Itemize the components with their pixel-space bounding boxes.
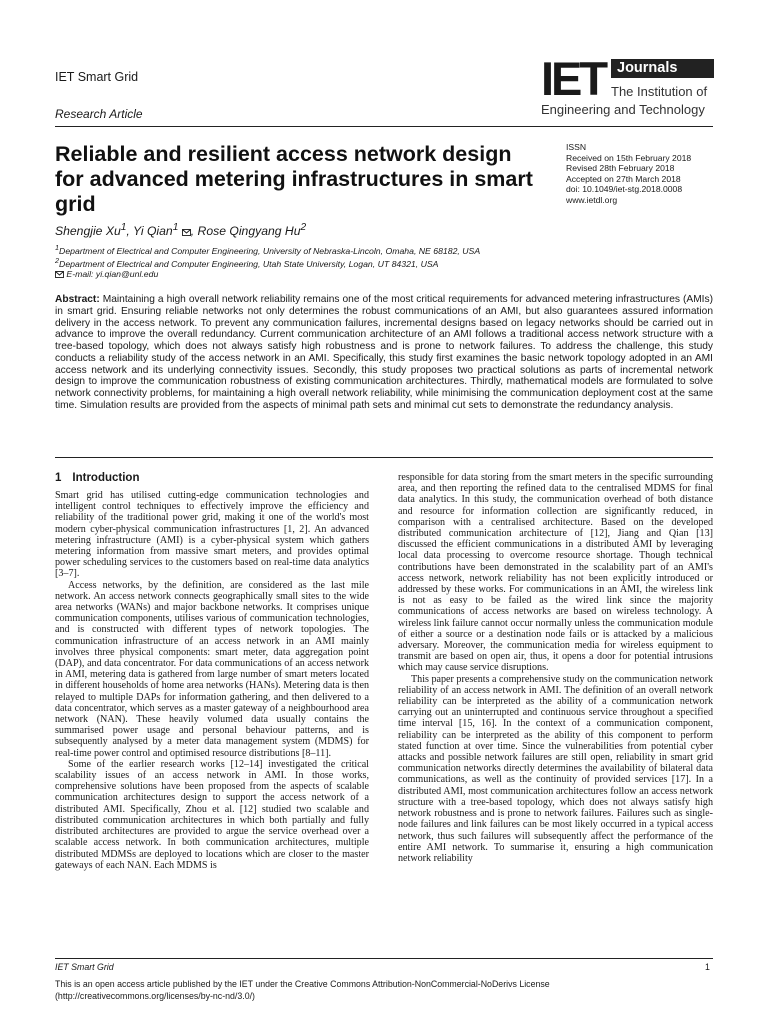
footer-divider	[55, 958, 713, 959]
body-paragraph: responsible for data storing from the smart meters in the specific surrounding area, and then reporting the refined data to the centralised MDMS for final data analytics. In this study, the communication overhead of both distance and resource for information collection are significantly reduced, in comparison with a centralised architecture. Based on the developed distributed communication architecture of [12], Jiang and Qian [13] discussed the efficient communications in a distributed AMI by leveraging local data processing to overcome resource shortage. Though technical contributions have been demonstrated in the scalability part of an AMI's access network, network reliability has not been explicitly introduced or addressed by these works. For communications in an AMI, the wireless link is not as easy to be failed as the wired link since the majority communications of access networks are based on wireless technology. A wireless link failure cannot occur normally unless the communication module of either a source or a destination node fails or is attacked by a malicious adversary. Moreover, the communication media for wireless equipment to transmit are based on open air, thus, it opens a door for potential intrusions which may cause service disruptions.	[398, 472, 713, 674]
license-notice	[55, 978, 705, 1002]
body-column-right	[398, 472, 713, 955]
meta-accepted: Accepted on 27th March 2018	[566, 173, 681, 184]
section-heading	[55, 472, 139, 484]
page-number: 1	[705, 962, 710, 972]
affiliation-text: Department of Electrical and Computer Engineering, University of Nebraska-Lincoln, Omaha, NE 68182, USA	[59, 245, 481, 256]
meta-issn: ISSN	[566, 142, 587, 152]
footer-journal-name: IET Smart Grid	[55, 962, 114, 972]
abstract-text: Maintaining a high overall network reliability remains one of the most critical requirements for advanced metering infrastructures (AMIs) in smart grid. Ensuring reliable networks not only determines the robust communications of an AMI, but also guarantees assured information delivery in the access network. To prevent any communication failures, incremental designs based on legacy networks should be carried out in advance to improve the overall redundancy. Current communication architecture of an AMI follows a traditional access network structure with a tree-based topology, which does not always satisfy high robustness and is prone to network failures. To address the challenge, this study conducts a reliability study of the access network in an AMI. Specifically, this study first examines the basic network topology adopted in an AMI access network and its underlying connectivity issues. Secondly, this study proposes two practical solutions as parts of incremental network design to improve the communication robustness of existing communication architectures. Thirdly, mathematical models are formulated to solve network connectivity problems, for maintaining a high overall network reliability, while minimising the communication deployment cost at the same time. Simulation results are provided from the aspects of minimal path sets and minimal cut sets to demonstrate the redundancy analysis.	[55, 294, 713, 411]
article-type: Research Article	[55, 107, 143, 121]
author-name: Shengjie Xu	[55, 224, 121, 239]
section-number: 1	[55, 472, 62, 484]
body-paragraph: Smart grid has utilised cutting-edge communication technologies and intelligent control techniques to effectively improve the efficiency and reliability of the traditional power grid, making it one of the world's most modern cyber-physical communication infrastructures [1, 2]. An advanced metering infrastructure (AMI) is a cyber-physical system which gathers metering information from massive smart meters, and provides optimal power scheduling services to the customers based on real-time data analytics [3–7].	[55, 490, 369, 580]
email-text[interactable]: E-mail: yi.qian@unl.edu	[66, 269, 159, 279]
affiliation-text: Department of Electrical and Computer Engineering, Utah State University, Logan, UT 84321, USA	[59, 258, 439, 269]
institution-name-line2: Engineering and Technology	[541, 102, 705, 117]
meta-revised: Revised 28th February 2018	[566, 163, 675, 174]
author-list: Shengjie Xu$^1$, Yi Qian$^1$ , Rose Qingyang Hu$^2$	[55, 222, 307, 239]
author-affiliation-mark: 1	[120, 222, 127, 233]
author-affiliation-mark: 2	[300, 222, 307, 233]
affiliation-mark: 2	[55, 256, 60, 265]
body-paragraph: Access networks, by the definition, are considered as the last mile network. An access network connects geographically small sites to the wide area networks (WANs) and major backbone networks. It comprises unique communication components, utilises various of communication technologies, and is constructed with different types of network topologies. The communication infrastructure of an access network in an AMI mainly involves three physical components: smart meter, data aggregation point (DAP), and data concentrator. For data communications of an access network in AMI, metering data is gathered from large number of smart meters located in different households of home area networks (HANs). Metering data is then relayed to multiple DAPs for information gathering, and then delivered to a data concentrator, which serves as a master gateway of a neighbourhood area network (NAN). These heavily volumed data usually contains the summarised power usage and personal behaviour patterns, and is subsequently analysed by a meter data management system (MDMS) for real-time power control and optimised resource distributions [8–11].	[55, 579, 369, 759]
body-paragraph: Some of the earlier research works [12–14] investigated the critical scalability issues of an access network in AMI. In those works, comprehensive solutions have been proposed from the aspects of scalable communication architectures design to support the access network of a distributed AMI. Specifically, Zhou et al. [12] studied two scalable and distributed communication architectures in which both partially and fully distributed architectures are provided to argue the service overhead over a scalable access network. In both communication architectures, multiple distributed MDMSs are deployed to locations which are closer to the master gateways of each NAN. Each MDMS is	[55, 758, 369, 871]
author-name: Rose Qingyang Hu	[197, 224, 301, 239]
journals-band: Journals	[611, 59, 714, 78]
corresponding-email	[55, 269, 158, 279]
abstract	[55, 294, 713, 412]
author-affiliation-mark: 1	[172, 222, 179, 233]
affiliation-2	[55, 256, 438, 269]
institution-name-line1: The Institution of	[611, 84, 708, 99]
iet-journals-logo	[541, 52, 716, 120]
affiliation-1	[55, 243, 480, 256]
body-column-left	[55, 490, 369, 955]
body-paragraph: This paper presents a comprehensive study on the communication network reliability of an access network in AMI. The definition of an overall network reliability can be interpreted as the ability of a communication network carrying out an uninterrupted and continuous service throughout a specified time interval [15, 16]. In the context of a communication component, reliability can be interpreted as the ability of this component to perform stated function at over time. Since the vulnerabilities from potential cyber attacks and possible network failures are still open, reliability in smart grid communication networks directly determines the availability of bilateral data communications, as well as the continuity of provided services [17]. In a distributed AMI, most communication architectures follow an access network structure with a tree-based topology, which does not always satisfy high network robustness and is prone to network failures. Failures such as single-node failures and link failures can be most likely occurred in a typical access network, thus such failures will subsequently affect the performance of the entire AMI network. To summarise it, ensuring a high communication network reliability	[398, 673, 713, 864]
article-metadata	[566, 142, 726, 206]
license-url[interactable]: (http://creativecommons.org/licenses/by-nc-nd/3.0/)	[55, 991, 255, 1001]
license-text: This is an open access article published by the IET under the Creative Commons Attribution-NonCommercial-NoDerivs License	[55, 979, 550, 989]
envelope-icon	[182, 229, 191, 236]
meta-doi[interactable]: doi: 10.1049/iet-stg.2018.0008	[566, 184, 683, 195]
meta-website[interactable]: www.ietdl.org	[566, 194, 618, 205]
meta-received: Received on 15th February 2018	[566, 152, 692, 163]
envelope-icon	[55, 271, 64, 278]
affiliation-mark: 1	[55, 243, 60, 252]
journal-name: IET Smart Grid	[55, 70, 139, 84]
abstract-divider	[55, 457, 713, 458]
article-title: Reliable and resilient access network design for advanced metering infrastructures in smart grid	[55, 142, 533, 216]
abstract-label: Abstract:	[55, 294, 100, 305]
section-title: Introduction	[72, 472, 140, 484]
iet-logo-mark: IET	[541, 52, 606, 105]
author-name: Yi Qian	[132, 224, 173, 239]
header-divider	[55, 126, 713, 127]
